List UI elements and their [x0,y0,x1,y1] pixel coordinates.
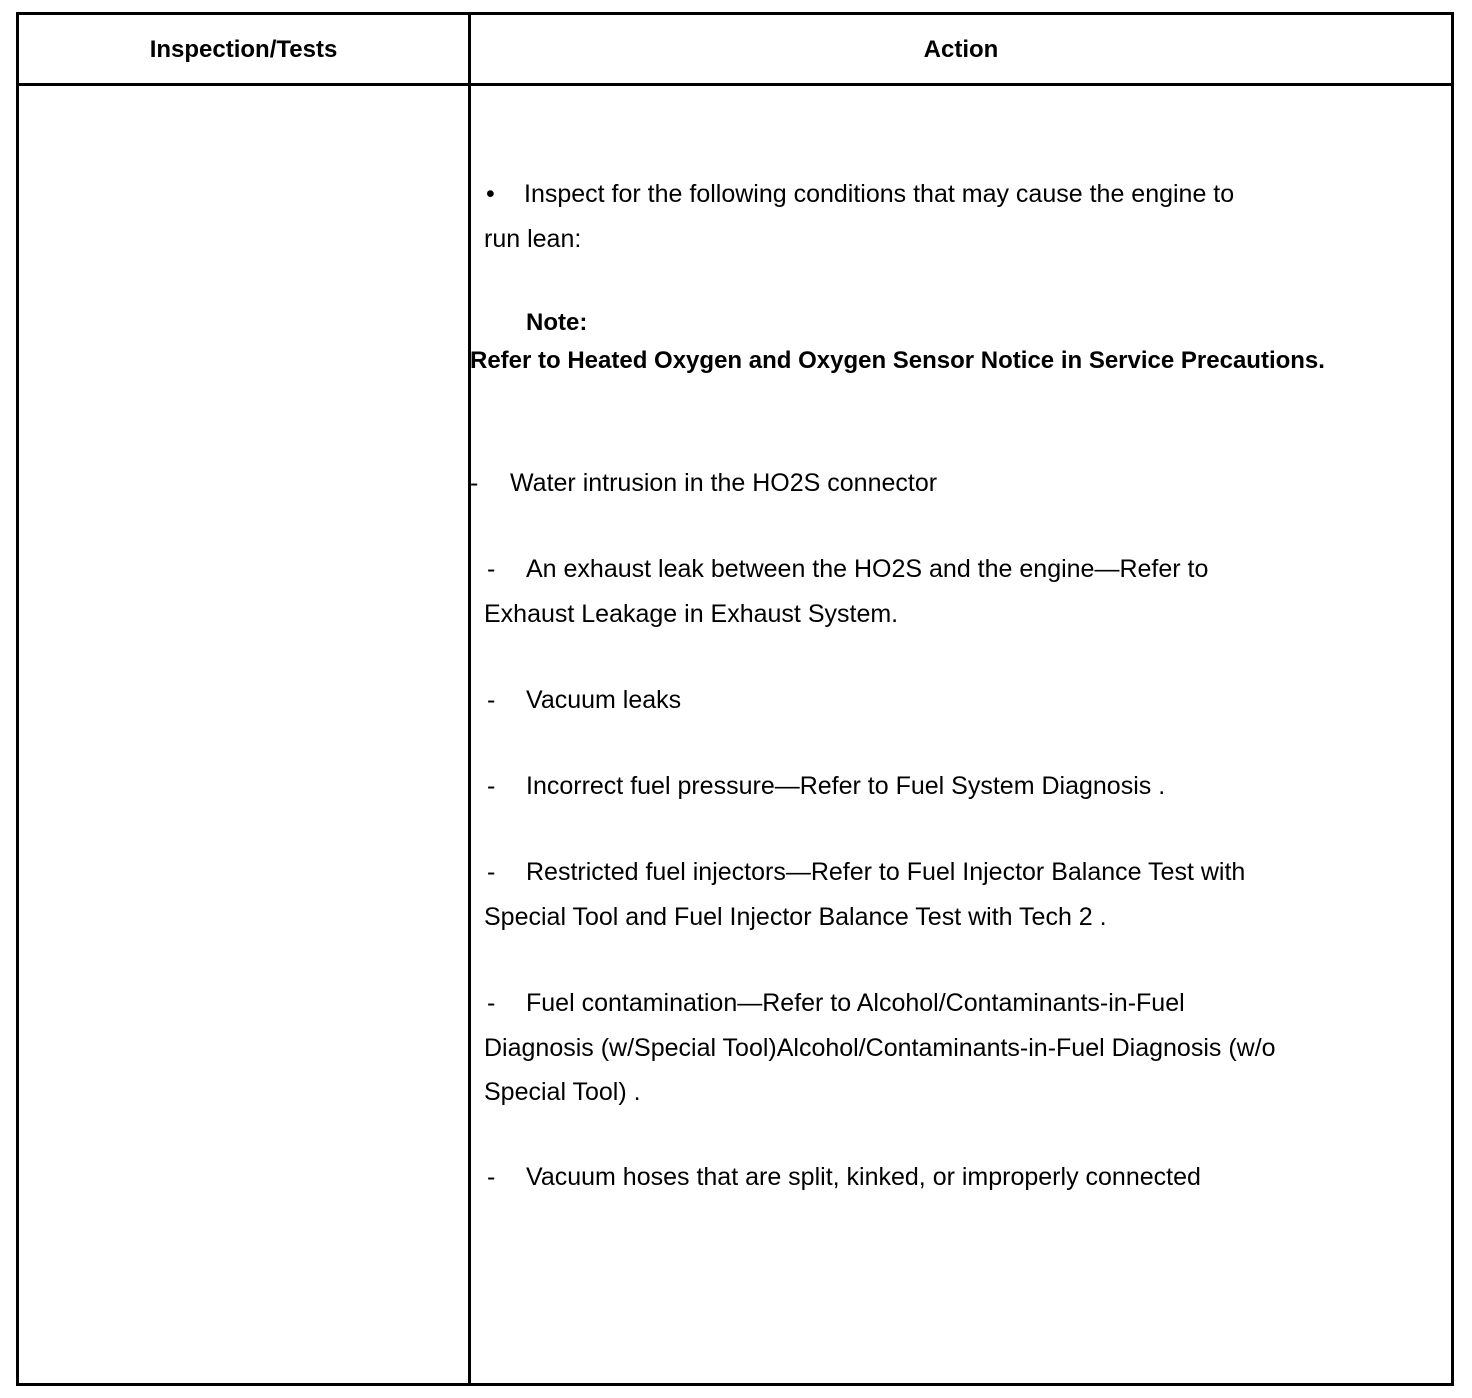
condition-item [470,461,937,506]
condition-text: Vacuum hoses that are split, kinked, or improperly connected [526,1163,1201,1191]
condition-item [487,547,1208,592]
bullet-marker: • [486,180,495,208]
condition-text: Incorrect fuel pressure—Refer to Fuel System Diagnosis . [526,772,1166,800]
condition-text-continued: Diagnosis (w/Special Tool)Alcohol/Contaminants-in-Fuel Diagnosis (w/o [484,1034,1276,1062]
condition-text: An exhaust leak between the HO2S and the engine—Refer to [526,555,1209,583]
condition-item [487,764,1165,809]
dash-marker: - [487,989,496,1017]
note-label: Note: [526,309,588,336]
dash-marker: - [487,772,496,800]
dash-marker: - [487,1163,496,1191]
condition-text: Vacuum leaks [526,686,682,714]
dash-marker: - [487,555,496,583]
header-divider [19,83,1451,86]
condition-text: Water intrusion in the HO2S connector [510,469,938,497]
condition-text-continued: Special Tool and Fuel Injector Balance Test with Tech 2 . [484,903,1107,931]
header-action: Action [923,36,999,63]
condition-item [487,1155,1201,1200]
intro-line-2: run lean: [484,225,582,253]
condition-text-continued: Exhaust Leakage in Exhaust System. [484,600,899,628]
dash-marker: - [487,686,496,714]
condition-text-continued: Special Tool) . [484,1078,641,1106]
intro-line-1 [486,172,1234,217]
header-inspection-tests: Inspection/Tests [149,36,338,63]
intro-text: Inspect for the following conditions that may cause the engine to [524,180,1235,208]
condition-item [487,981,1185,1026]
note-text: Refer to Heated Oxygen and Oxygen Sensor Notice in Service Precautions. [470,347,1325,374]
dash-marker: - [487,858,496,886]
condition-text: Restricted fuel injectors—Refer to Fuel Injector Balance Test with [526,858,1246,886]
column-divider [468,15,471,1383]
dash-marker: - [470,469,479,497]
condition-item [487,678,681,723]
condition-text: Fuel contamination—Refer to Alcohol/Contaminants-in-Fuel [526,989,1185,1017]
condition-item [487,850,1245,895]
